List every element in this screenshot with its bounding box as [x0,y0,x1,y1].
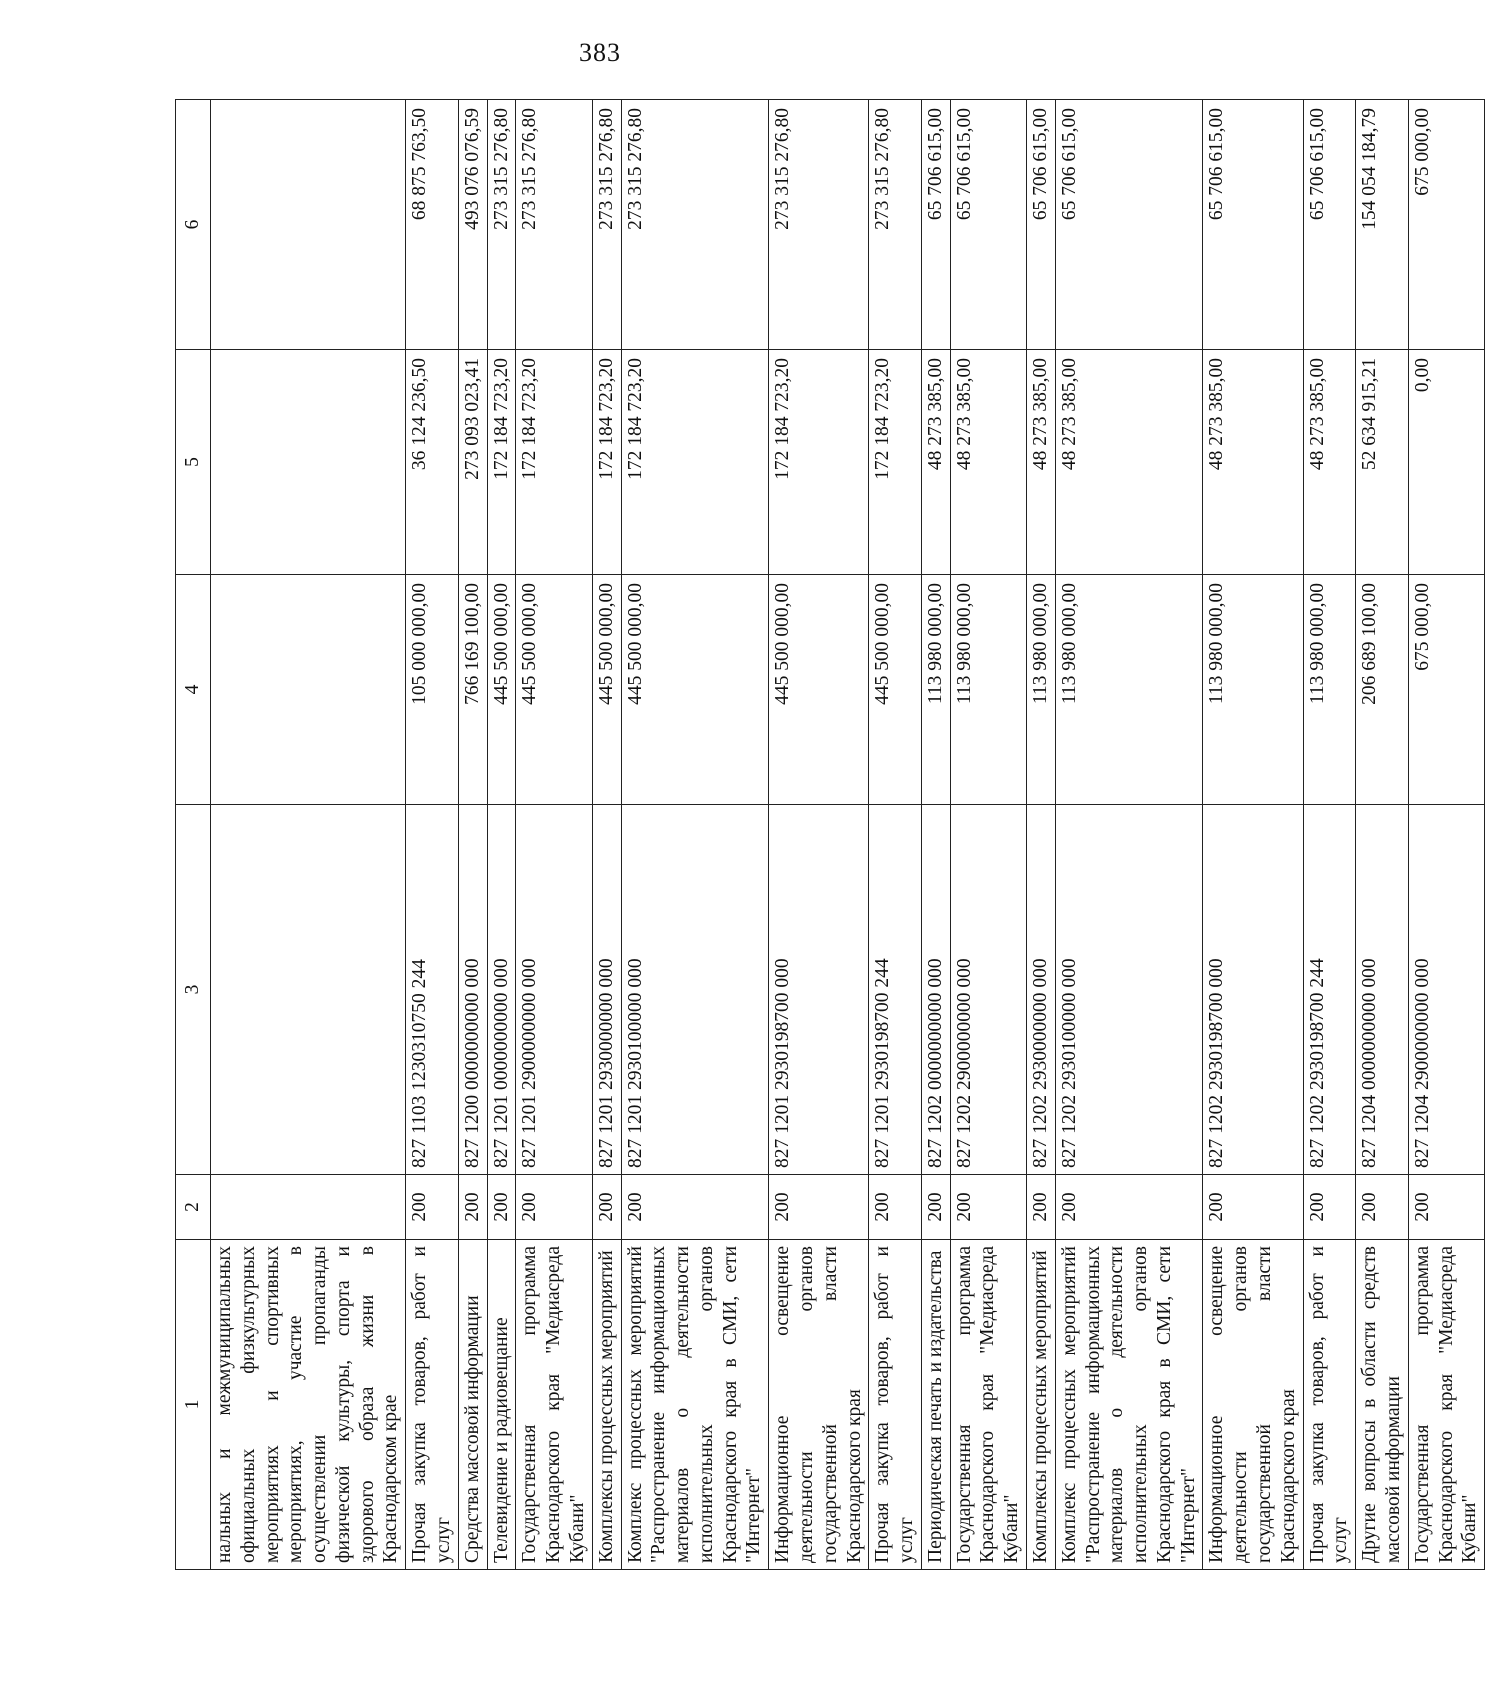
cell-column-6: 154 054 184,79 [1356,100,1409,350]
column-header: 5 [176,350,211,575]
cell-name: Прочая закупка товаров, работ и услуг [406,1240,459,1570]
cell-name: Государственная программа Краснодарского края "Медиасреда Кубани" [516,1240,592,1570]
cell-name: Информационное освещение деятельности органов государственной власти Краснодарского края [769,1240,869,1570]
cell-name: Периодическая печать и издательства [921,1240,950,1570]
cell-column-6: 65 706 615,00 [921,100,950,350]
column-header: 1 [176,1240,211,1570]
cell-column-4: 113 980 000,00 [1027,575,1056,805]
table-body [211,100,1485,1570]
cell-column-2: 200 [1303,1175,1356,1240]
cell-code: 827 1204 2900000000 000 [1408,805,1484,1175]
cell-column-5: 52 634 915,21 [1356,350,1409,575]
cell-column-5: 48 273 385,00 [1027,350,1056,575]
cell-column-4: 113 980 000,00 [1055,575,1203,805]
table-row [1055,100,1203,1570]
table-row [211,100,406,1570]
cell-column-4: 675 000,00 [1408,575,1484,805]
cell-column-4: 445 500 000,00 [621,575,769,805]
column-header: 2 [176,1175,211,1240]
column-header: 6 [176,100,211,350]
cell-name: нальных и межмуниципальных официальных физкультурных мероприятиях и спортивных мероприятиях, участие в осуществлении пропаганды физической культуры, спорта и здорового образа жизни в Краснодарском крае [211,1240,406,1570]
cell-column-2: 200 [458,1175,487,1240]
cell-column-5 [211,350,406,575]
cell-column-2: 200 [921,1175,950,1240]
cell-column-2: 200 [516,1175,592,1240]
cell-column-2: 200 [1055,1175,1203,1240]
cell-column-6: 68 875 763,50 [406,100,459,350]
table-row [1203,100,1303,1570]
cell-column-6: 273 315 276,80 [487,100,516,350]
cell-name: Государственная программа Краснодарского края "Медиасреда Кубани" [950,1240,1026,1570]
cell-column-4: 113 980 000,00 [1203,575,1303,805]
cell-column-5: 48 273 385,00 [950,350,1026,575]
cell-column-4: 445 500 000,00 [487,575,516,805]
cell-column-5: 48 273 385,00 [921,350,950,575]
cell-column-2: 200 [1027,1175,1056,1240]
cell-column-4: 445 500 000,00 [516,575,592,805]
cell-column-6: 675 000,00 [1408,100,1484,350]
cell-column-5: 273 093 023,41 [458,350,487,575]
header-row [176,100,211,1570]
cell-code: 827 1202 2930198700 000 [1203,805,1303,1175]
cell-column-2: 200 [869,1175,922,1240]
cell-column-5: 172 184 723,20 [487,350,516,575]
table-row [1303,100,1356,1570]
table-row [1027,100,1056,1570]
table-row [458,100,487,1570]
cell-name: Государственная программа Краснодарского края "Медиасреда Кубани" [1408,1240,1484,1570]
cell-name: Другие вопросы в области средств массовой информации [1356,1240,1409,1570]
cell-column-2: 200 [1408,1175,1484,1240]
cell-column-6: 65 706 615,00 [1027,100,1056,350]
cell-column-5: 36 124 236,50 [406,350,459,575]
cell-column-4 [211,575,406,805]
cell-column-6: 493 076 076,59 [458,100,487,350]
column-header: 4 [176,575,211,805]
table-row [1408,100,1484,1570]
cell-column-4: 445 500 000,00 [592,575,621,805]
column-header: 3 [176,805,211,1175]
cell-code: 827 1201 2930198700 000 [769,805,869,1175]
cell-name: Комплекс процессных мероприятий "Распространение информационных материалов о деятельности исполнительных органов Краснодарского края в СМИ, сети "Интернет" [621,1240,769,1570]
cell-code: 827 1202 2900000000 000 [950,805,1026,1175]
table-row [921,100,950,1570]
cell-column-6: 65 706 615,00 [1055,100,1203,350]
cell-column-5: 172 184 723,20 [869,350,922,575]
table-row [869,100,922,1570]
cell-code: 827 1200 0000000000 000 [458,805,487,1175]
cell-column-4: 206 689 100,00 [1356,575,1409,805]
cell-column-4: 445 500 000,00 [869,575,922,805]
cell-name: Прочая закупка товаров, работ и услуг [1303,1240,1356,1570]
cell-column-6: 273 315 276,80 [592,100,621,350]
cell-column-2: 200 [592,1175,621,1240]
cell-column-4: 113 980 000,00 [921,575,950,805]
cell-code: 827 1202 2930198700 244 [1303,805,1356,1175]
cell-code: 827 1201 2900000000 000 [516,805,592,1175]
cell-column-6 [211,100,406,350]
cell-column-6: 65 706 615,00 [1203,100,1303,350]
page-number: 383 [579,38,621,67]
cell-column-5: 172 184 723,20 [592,350,621,575]
cell-column-2 [211,1175,406,1240]
cell-name: Информационное освещение деятельности органов государственной власти Краснодарского края [1203,1240,1303,1570]
cell-column-2: 200 [1356,1175,1409,1240]
cell-name: Телевидение и радиовещание [487,1240,516,1570]
cell-name: Прочая закупка товаров, работ и услуг [869,1240,922,1570]
cell-code: 827 1202 0000000000 000 [921,805,950,1175]
cell-column-4: 105 000 000,00 [406,575,459,805]
cell-name: Средства массовой информации [458,1240,487,1570]
cell-column-5: 48 273 385,00 [1055,350,1203,575]
table-row [769,100,869,1570]
cell-code [211,805,406,1175]
cell-code: 827 1204 0000000000 000 [1356,805,1409,1175]
table-row [592,100,621,1570]
cell-column-2: 200 [621,1175,769,1240]
cell-column-5: 48 273 385,00 [1303,350,1356,575]
cell-column-5: 172 184 723,20 [769,350,869,575]
table-row [406,100,459,1570]
cell-column-2: 200 [769,1175,869,1240]
cell-column-6: 273 315 276,80 [621,100,769,350]
cell-name: Комплекс процессных мероприятий "Распространение информационных материалов о деятельности исполнительных органов Краснодарского края в СМИ, сети "Интернет" [1055,1240,1203,1570]
table-row [621,100,769,1570]
cell-column-2: 200 [950,1175,1026,1240]
table-row [1356,100,1409,1570]
cell-column-4: 445 500 000,00 [769,575,869,805]
cell-column-2: 200 [1203,1175,1303,1240]
cell-code: 827 1103 1230310750 244 [406,805,459,1175]
cell-column-6: 273 315 276,80 [769,100,869,350]
cell-name: Комплексы процессных мероприятий [592,1240,621,1570]
cell-column-2: 200 [487,1175,516,1240]
rotated-table-wrapper [175,100,1481,1570]
table-row [487,100,516,1570]
cell-column-4: 766 169 100,00 [458,575,487,805]
cell-code: 827 1201 2930198700 244 [869,805,922,1175]
table-row [516,100,592,1570]
cell-column-6: 273 315 276,80 [516,100,592,350]
cell-column-6: 273 315 276,80 [869,100,922,350]
cell-code: 827 1201 0000000000 000 [487,805,516,1175]
cell-column-6: 65 706 615,00 [950,100,1026,350]
cell-column-4: 113 980 000,00 [950,575,1026,805]
budget-table [175,99,1485,1570]
cell-name: Комплексы процессных мероприятий [1027,1240,1056,1570]
cell-column-5: 0,00 [1408,350,1484,575]
cell-code: 827 1202 2930100000 000 [1055,805,1203,1175]
cell-code: 827 1201 2930000000 000 [592,805,621,1175]
cell-column-5: 172 184 723,20 [516,350,592,575]
cell-column-4: 113 980 000,00 [1303,575,1356,805]
cell-code: 827 1201 2930100000 000 [621,805,769,1175]
cell-column-5: 48 273 385,00 [1203,350,1303,575]
table-row [950,100,1026,1570]
cell-column-2: 200 [406,1175,459,1240]
cell-column-5: 172 184 723,20 [621,350,769,575]
cell-code: 827 1202 2930000000 000 [1027,805,1056,1175]
cell-column-6: 65 706 615,00 [1303,100,1356,350]
